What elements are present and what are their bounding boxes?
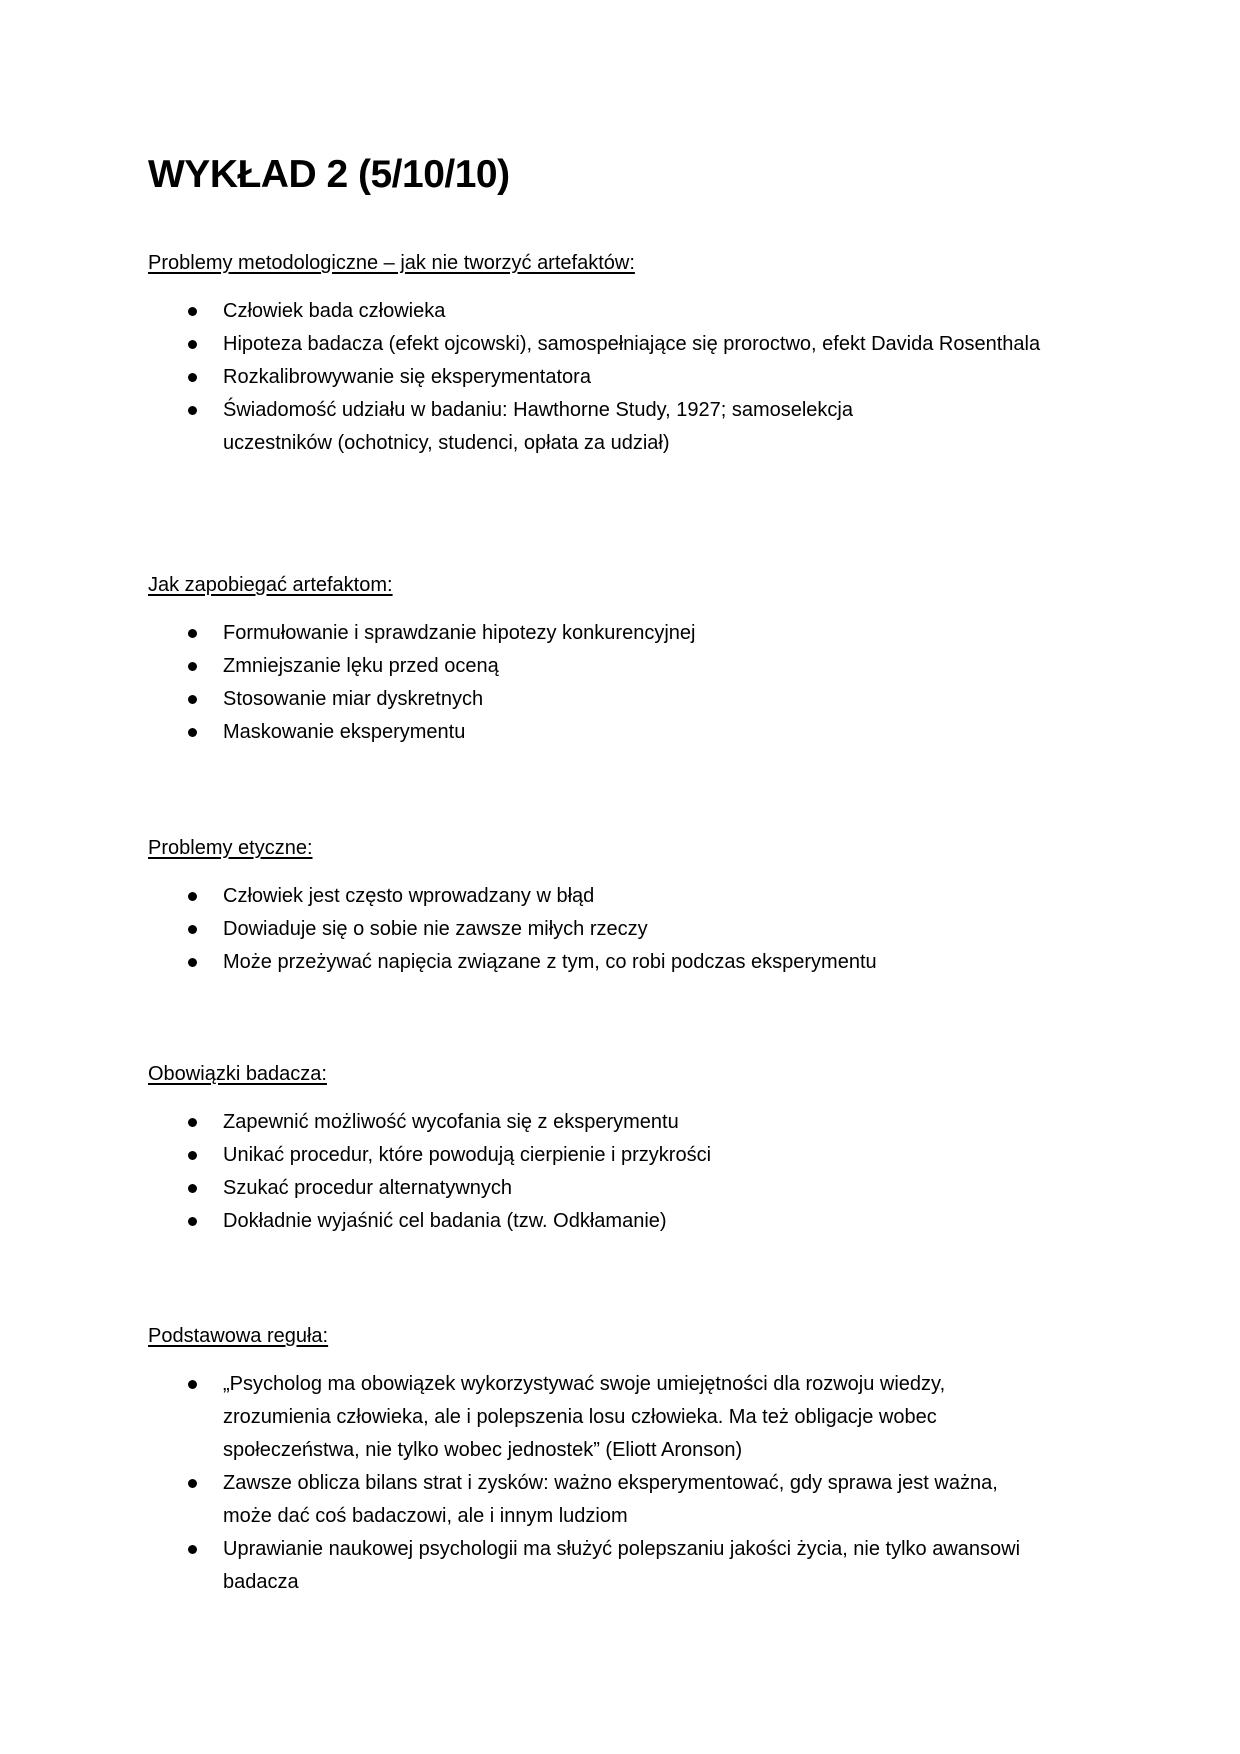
list-item bbox=[148, 913, 1108, 946]
section-heading: Problemy etyczne: bbox=[148, 837, 313, 859]
bullet-icon bbox=[188, 1479, 197, 1488]
list-item-text: Dowiaduje się o sobie nie zawsze miłych rzeczy bbox=[223, 918, 648, 940]
list-item-text: Stosowanie miar dyskretnych bbox=[223, 688, 484, 710]
list-item bbox=[148, 361, 1108, 394]
section-researcher-duties bbox=[148, 1058, 1108, 1238]
list-item bbox=[148, 716, 1108, 749]
list-item-text: Formułowanie i sprawdzanie hipotezy konkurencyjnej bbox=[223, 622, 696, 644]
list-item bbox=[148, 617, 1108, 650]
bullet-icon bbox=[188, 958, 197, 967]
section-methodological-problems bbox=[148, 247, 1108, 460]
list-item bbox=[148, 1533, 1108, 1599]
section-ethical-problems bbox=[148, 832, 1108, 979]
section-heading: Podstawowa reguła: bbox=[148, 1325, 329, 1347]
list-item bbox=[148, 1172, 1108, 1205]
list-item bbox=[148, 295, 1108, 328]
list-item-text: Może przeżywać napięcia związane z tym, co robi podczas eksperymentu bbox=[223, 951, 877, 973]
section-heading: Jak zapobiegać artefaktom: bbox=[148, 574, 393, 596]
bullet-icon bbox=[188, 307, 197, 316]
list-item bbox=[148, 946, 1108, 979]
list-item bbox=[148, 880, 1108, 913]
list-item-text: Maskowanie eksperymentu bbox=[223, 721, 466, 743]
bullet-list bbox=[148, 880, 1108, 979]
list-item-text: Hipoteza badacza (efekt ojcowski), samospełniające się proroctwo, efekt Davida Rosenthala bbox=[223, 333, 1041, 355]
list-item bbox=[148, 1139, 1108, 1172]
list-item-text: Zmniejszanie lęku przed oceną bbox=[223, 655, 499, 677]
list-item bbox=[148, 1368, 1108, 1467]
list-item-text: Człowiek jest często wprowadzany w błąd bbox=[223, 885, 595, 907]
bullet-icon bbox=[188, 340, 197, 349]
bullet-icon bbox=[188, 629, 197, 638]
list-item-text: Świadomość udziału w badaniu: Hawthorne Study, 1927; samoselekcja uczestników (ochotnicy, studenci, opłata za udział) bbox=[223, 399, 853, 454]
section-heading: Obowiązki badacza: bbox=[148, 1063, 327, 1085]
bullet-icon bbox=[188, 892, 197, 901]
bullet-icon bbox=[188, 373, 197, 382]
bullet-list bbox=[148, 1106, 1108, 1238]
list-item-text: Unikać procedur, które powodują cierpienie i przykrości bbox=[223, 1144, 712, 1166]
list-item-text: Zawsze oblicza bilans strat i zysków: ważno eksperymentować, gdy sprawa jest ważna, może dać coś badaczowi, ale i innym ludziom bbox=[223, 1472, 998, 1527]
list-item bbox=[148, 1205, 1108, 1238]
list-item bbox=[148, 394, 1108, 460]
section-basic-rule bbox=[148, 1320, 1108, 1599]
bullet-list bbox=[148, 295, 1108, 460]
list-item-text: Uprawianie naukowej psychologii ma służyć polepszaniu jakości życia, nie tylko awansowi badacza bbox=[223, 1538, 1021, 1593]
bullet-icon bbox=[188, 1545, 197, 1554]
bullet-icon bbox=[188, 1118, 197, 1127]
list-item bbox=[148, 1106, 1108, 1139]
list-item bbox=[148, 1467, 1108, 1533]
list-item-text: Szukać procedur alternatywnych bbox=[223, 1177, 513, 1199]
list-item-text: Dokładnie wyjaśnić cel badania (tzw. Odkłamanie) bbox=[223, 1210, 667, 1232]
list-item bbox=[148, 328, 1108, 361]
bullet-icon bbox=[188, 662, 197, 671]
list-item bbox=[148, 683, 1108, 716]
section-preventing-artifacts bbox=[148, 569, 1108, 749]
list-item-text: „Psycholog ma obowiązek wykorzystywać swoje umiejętności dla rozwoju wiedzy, zrozumienia człowieka, ale i polepszenia losu człowieka. Ma też obligacje wobec społeczeństwa, nie tylko wobec jednostek” (Eliott Aronson) bbox=[223, 1373, 946, 1461]
bullet-icon bbox=[188, 406, 197, 415]
list-item-text: Człowiek bada człowieka bbox=[223, 300, 446, 322]
page-title: WYKŁAD 2 (5/10/10) bbox=[148, 153, 510, 196]
bullet-icon bbox=[188, 1151, 197, 1160]
section-heading: Problemy metodologiczne – jak nie tworzyć artefaktów: bbox=[148, 252, 635, 274]
bullet-list bbox=[148, 1368, 1108, 1599]
bullet-icon bbox=[188, 1217, 197, 1226]
list-item-text: Rozkalibrowywanie się eksperymentatora bbox=[223, 366, 591, 388]
bullet-icon bbox=[188, 695, 197, 704]
list-item bbox=[148, 650, 1108, 683]
bullet-icon bbox=[188, 1184, 197, 1193]
bullet-list bbox=[148, 617, 1108, 749]
list-item-text: Zapewnić możliwość wycofania się z eksperymentu bbox=[223, 1111, 679, 1133]
bullet-icon bbox=[188, 1380, 197, 1389]
bullet-icon bbox=[188, 925, 197, 934]
bullet-icon bbox=[188, 728, 197, 737]
